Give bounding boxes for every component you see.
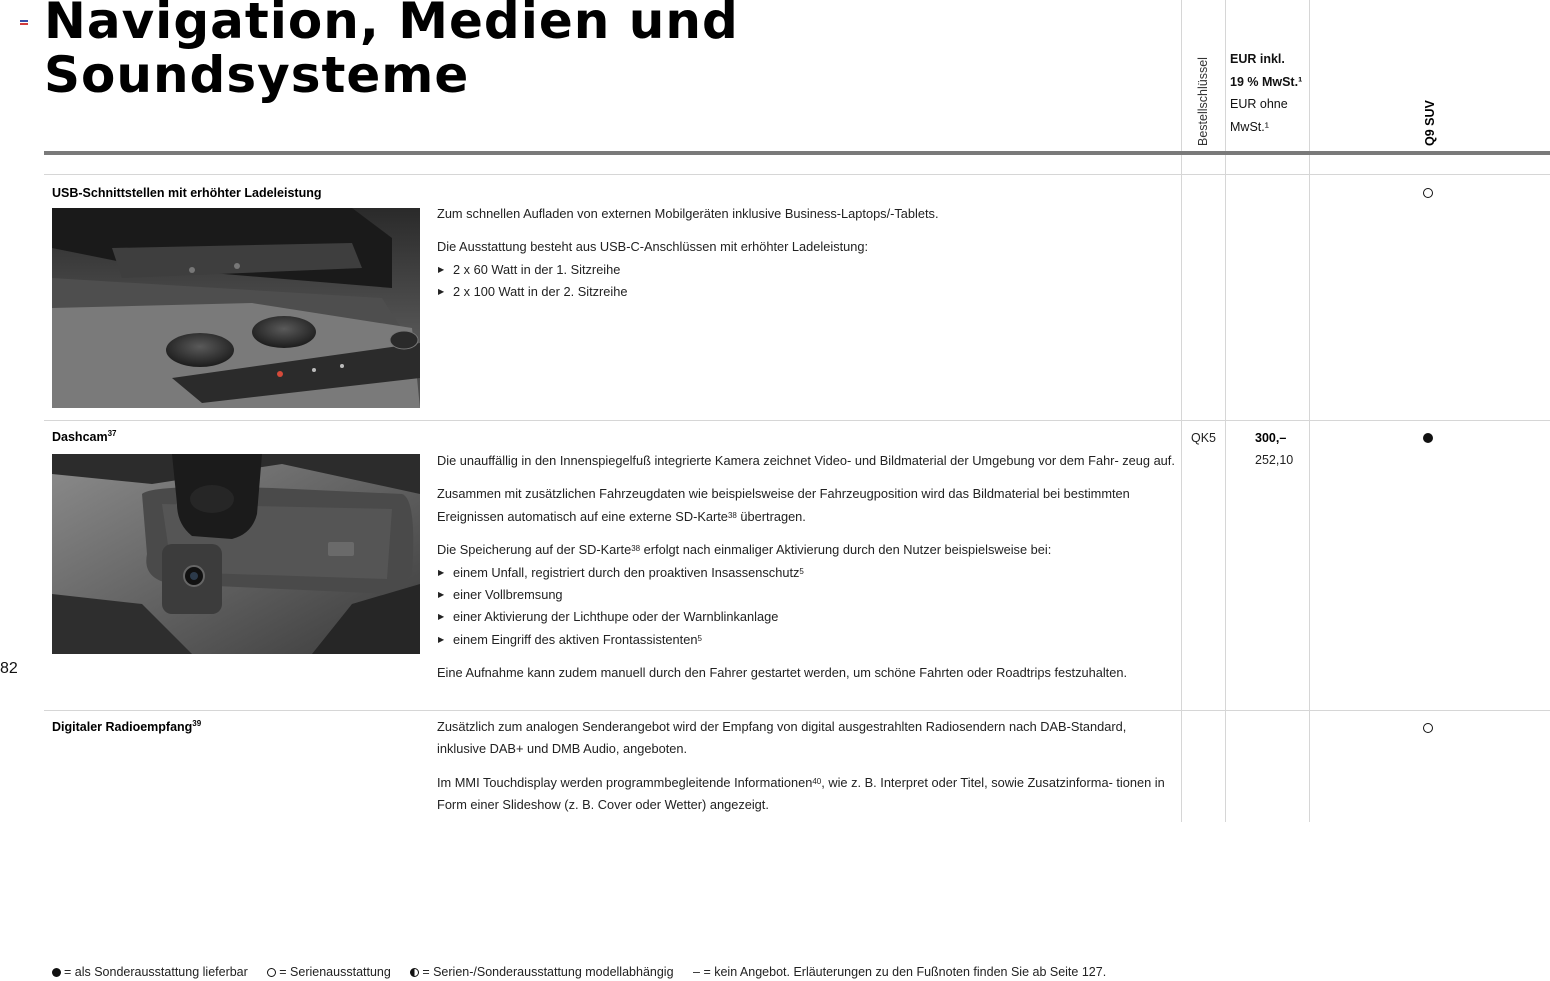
bullet-item: ▶ einer Vollbremsung	[437, 584, 1177, 606]
column-header-model: Q9 SUV	[1423, 100, 1437, 146]
column-divider	[1225, 0, 1226, 822]
row-description-radio: Zusätzlich zum analogen Senderangebot wird der Empfang von digital ausgestrahlten Radiosendern nach DAB-Standard, inklusive DAB+ und DMB Audio, angeboten. Im MMI Touchdisplay werden programmbegleitende Informationen$^{40}$, wie z. B. Interpret oder Titel, sowie Zusatzinforma- tionen in Form einer Slideshow (z. B. Cover oder Wetter) angezeigt.	[437, 719, 1165, 813]
column-divider	[1309, 0, 1310, 822]
column-header-price: EUR inkl. 19 % MwSt.¹ EUR ohne MwSt.¹	[1230, 52, 1303, 134]
column-divider	[1181, 0, 1182, 822]
filled-circle-icon	[52, 968, 61, 977]
row-title-dashcam: Dashcam$^{37}$	[52, 429, 117, 444]
column-header-order-key: Bestellschlüssel	[1196, 57, 1210, 146]
page-number: 82	[0, 660, 18, 677]
standard-equipment-icon	[1423, 723, 1433, 733]
legend	[52, 965, 1114, 979]
header-rule	[44, 151, 1550, 155]
order-code: QK5	[1191, 431, 1217, 445]
legend-standard: = Serienausstattung	[267, 965, 399, 979]
row-title-usb: USB-Schnittstellen mit erhöhter Ladeleistung	[52, 186, 322, 200]
half-circle-icon	[410, 968, 419, 977]
standard-equipment-icon	[1423, 188, 1433, 198]
language-flag-icon	[20, 20, 28, 26]
dashcam-photo	[52, 454, 420, 654]
bullet-item: ▶ einem Eingriff des aktiven Frontassistenten$^5$	[437, 629, 1177, 651]
row-title-radio: Digitaler Radioempfang$^{39}$	[52, 719, 202, 734]
price: 300,– 252,10	[1255, 431, 1294, 468]
row-divider	[44, 710, 1550, 711]
row-divider	[44, 174, 1550, 175]
row-description-usb: Zum schnellen Aufladen von externen Mobilgeräten inklusive Business-Laptops/-Tablets. Die Ausstattung besteht aus USB-C-Anschlüssen mit erhöhter Ladeleistung: ▶ 2 x 60 Watt in der 1. Sitzreihe ▶ 2 x 100 Watt in der 2. Sitzreihe	[437, 203, 1177, 315]
bullet-item: ▶ einer Aktivierung der Lichthupe oder der Warnblinkanlage	[437, 606, 1177, 628]
open-circle-icon	[267, 968, 276, 977]
usb-ports-photo	[52, 208, 420, 408]
bullet-item: ▶ 2 x 60 Watt in der 1. Sitzreihe	[437, 259, 1177, 281]
page-title: Navigation, Medien und Soundsysteme	[44, 0, 739, 104]
bullet-item: ▶ einem Unfall, registriert durch den proaktiven Insassenschutz$^5$	[437, 562, 1177, 584]
bullet-item: ▶ 2 x 100 Watt in der 2. Sitzreihe	[437, 281, 1177, 303]
optional-equipment-icon	[1423, 433, 1433, 443]
legend-none-and-notes: – = kein Angebot. Erläuterungen zu den Fußnoten finden Sie ab Seite 127.	[693, 965, 1107, 979]
legend-optional: = als Sonderausstattung lieferbar	[52, 965, 256, 979]
row-description-dashcam: Die unauffällig in den Innenspiegelfuß integrierte Kamera zeichnet Video- und Bildmaterial der Umgebung vor dem Fahr- zeug auf. Zusammen mit zusätzlichen Fahrzeugdaten wie beispielsweise der Fahrzeugposition wird das Bildmaterial bei bestimmten Ereignissen automatisch auf eine externe SD-Karte$^{38}$ übertragen. Die Speicherung auf der SD-Karte$^{38}$ erfolgt nach einmaliger Aktivierung durch den Nutzer beispielsweise bei: ▶ einem Unfall, registriert durch den proaktiven Insassenschutz$^5$ ▶ einer Vollbremsung ▶ einer Aktivierung der Lichthupe oder der Warnblinkanlage ▶ einem Eingriff des aktiven Frontassistenten$^5$ Eine Aufnahme kann zudem manuell durch den Fahrer gestartet werden, um schöne Fahrten oder Roadtrips festzuhalten.	[437, 450, 1177, 696]
legend-model-dependent: = Serien-/Sonderausstattung modellabhängig	[410, 965, 681, 979]
row-divider	[44, 420, 1550, 421]
